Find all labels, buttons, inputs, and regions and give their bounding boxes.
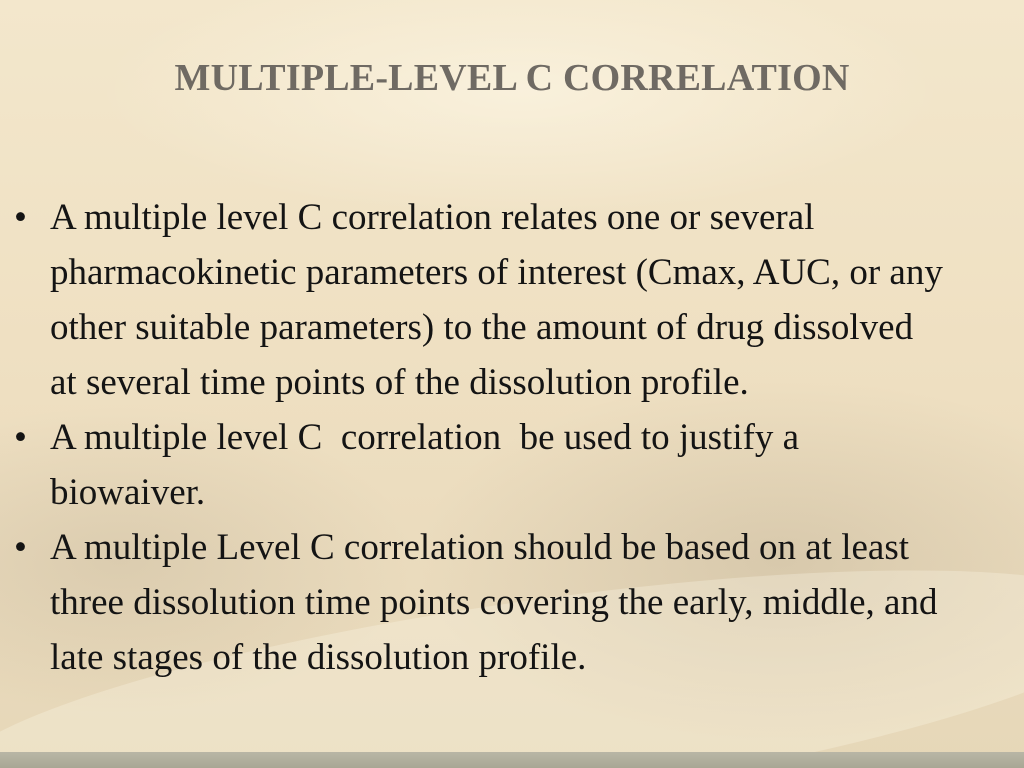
bullet-line: A multiple level C correlation relates one or several [50,197,815,238]
bullet-line: A multiple level C correlation be used to justify a [50,417,800,458]
bullet-line: pharmacokinetic parameters of interest (Cmax, AUC, or any [50,252,943,293]
bullet-line: three dissolution time points covering the early, middle, and [50,582,938,623]
bullet-item-1 [14,190,1014,410]
bullet-line: A multiple Level C correlation should be based on at least [50,527,910,568]
bullet-line: other suitable parameters) to the amount of drug dissolved [50,307,914,348]
bullet-dot-icon: • [14,527,27,568]
bullet-list [14,190,1014,685]
bullet-dot-icon: • [14,197,27,238]
bottom-band [0,752,1024,768]
bullet-line: late stages of the dissolution profile. [50,637,587,678]
bullet-item-3 [14,520,1014,685]
bullet-dot-icon: • [14,417,27,458]
bullet-line: biowaiver. [50,472,206,513]
slide-title: MULTIPLE-LEVEL C CORRELATION [174,57,850,99]
bullet-item-2 [14,410,1014,520]
bullet-line: at several time points of the dissolution profile. [50,362,749,403]
